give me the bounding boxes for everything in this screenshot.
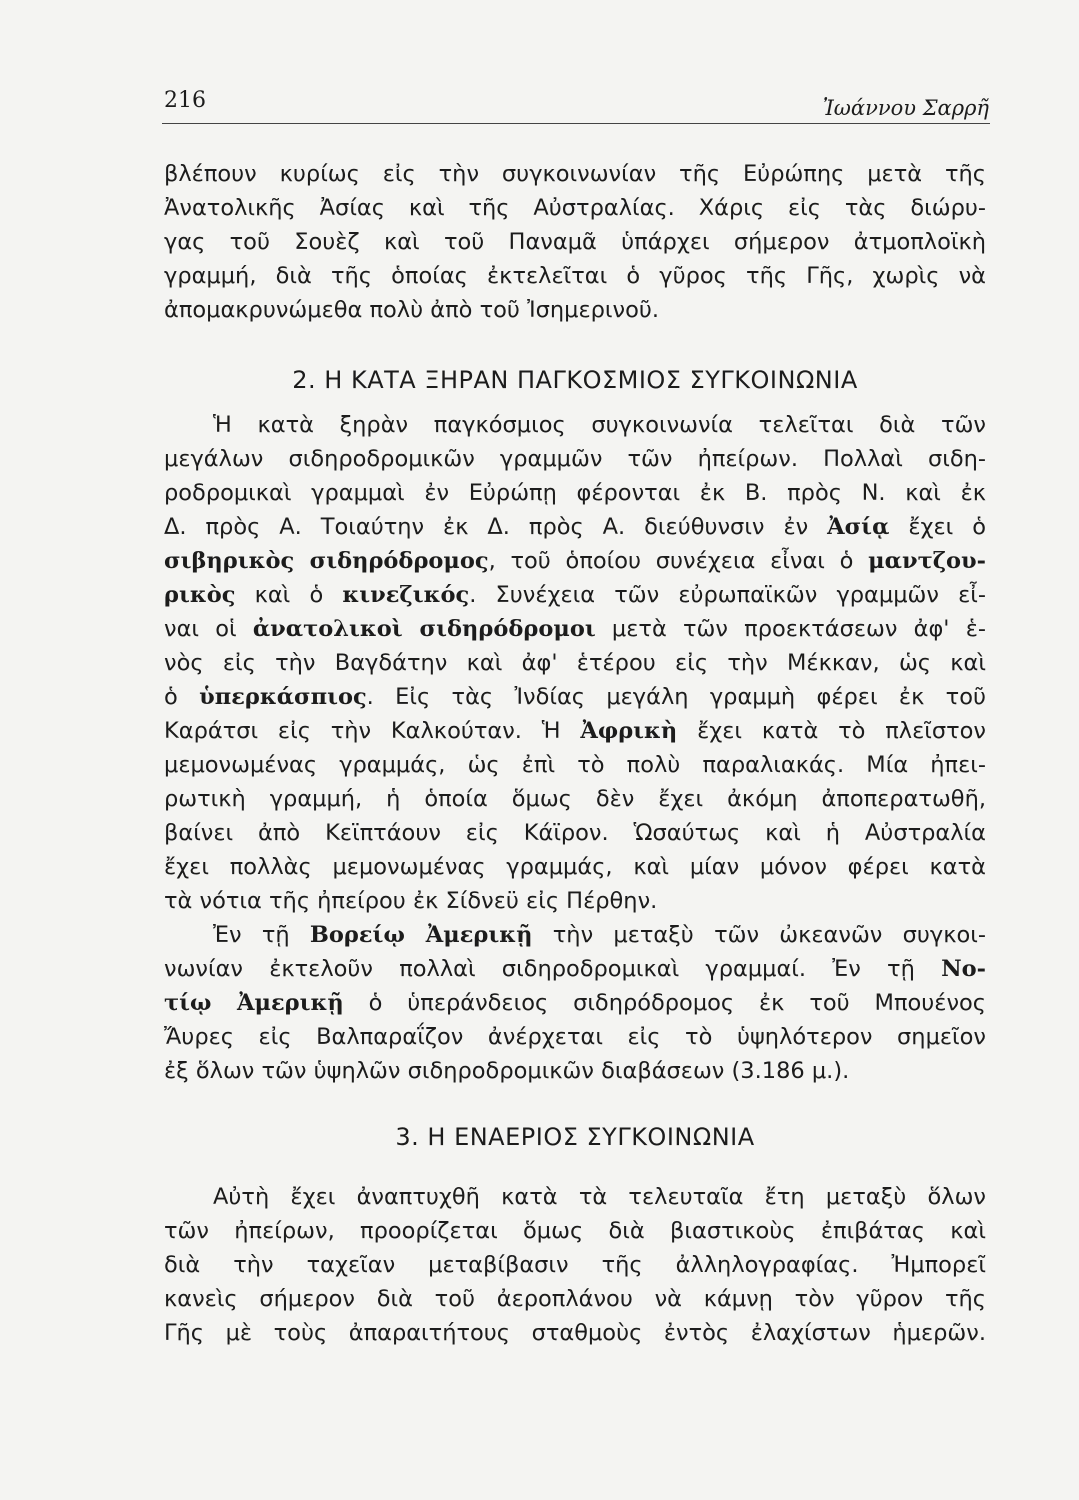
- text-line: Καράτσι εἰς τὴν Καλκούταν. Ἡ Ἀφρικὴ ἔχει κατὰ τὸ πλεῖστον: [164, 718, 986, 744]
- section-2-heading: 2. Η ΚΑΤΑ ΞΗΡΑΝ ΠΑΓΚΟΣΜΙΟΣ ΣΥΓΚΟΙΝΩΝΙΑ: [292, 366, 858, 394]
- running-head: Ἰωάννου Σαρρῆ: [822, 96, 989, 120]
- emphasis-transcaspian: ὑπερκάσπιος: [199, 684, 367, 710]
- text-line: Ἄυρες εἰς Βαλπαραΐζον ἀνέρχεται εἰς τὸ ὑψηλότερον σημεῖον: [164, 1024, 986, 1050]
- text-line: κανεὶς σήμερον διὰ τοῦ ἀεροπλάνου νὰ κάμνῃ τὸν γῦρον τῆς: [164, 1286, 986, 1312]
- text-line: Ἡ κατὰ ξηρὰν παγκόσμιος συγκοινωνία τελεῖται διὰ τῶν: [213, 412, 986, 438]
- text-line: σιβηρικὸς σιδηρόδρομος, τοῦ ὁποίου συνέχεια εἶναι ὁ μαντζου-: [164, 548, 986, 574]
- text-line: Αὐτὴ ἔχει ἀναπτυχθῆ κατὰ τὰ τελευταῖα ἔτη μεταξὺ ὅλων: [213, 1184, 986, 1210]
- page-number: 216: [164, 88, 206, 113]
- text-line: τὰ νότια τῆς ἠπείρου ἐκ Σίδνεϋ εἰς Πέρθην.: [164, 888, 658, 914]
- text-line: γραμμή, διὰ τῆς ὁποίας ἐκτελεῖται ὁ γῦρος τῆς Γῆς, χωρὶς νὰ: [164, 263, 986, 289]
- text-line: μεγάλων σιδηροδρομικῶν γραμμῶν τῶν ἠπείρων. Πολλαὶ σιδη-: [164, 446, 986, 472]
- text-line: μεμονωμένας γραμμάς, ὡς ἐπὶ τὸ πολὺ παραλιακάς. Μία ἠπει-: [164, 752, 986, 778]
- text-line: ρικὸς καὶ ὁ κινεζικός. Συνέχεια τῶν εὐρωπαϊκῶν γραμμῶν εἶ-: [164, 582, 986, 608]
- text-line: ρωτικὴ γραμμή, ἡ ὁποία ὅμως δὲν ἔχει ἀκόμη ἀποπερατωθῆ,: [164, 786, 986, 812]
- emphasis-south-america-end: τίῳ Ἀμερικῇ: [164, 990, 344, 1016]
- emphasis-africa: Ἀφρικὴ: [580, 718, 678, 744]
- emphasis-siberian-railway: σιβηρικὸς σιδηρόδρομος: [164, 548, 489, 574]
- text-line: νωνίαν ἐκτελοῦν πολλαὶ σιδηροδρομικαὶ γραμμαί. Ἐν τῇ Νο-: [164, 956, 986, 982]
- text-line: ἀπομακρυνώμεθα πολὺ ἀπὸ τοῦ Ἰσημερινοῦ.: [164, 297, 660, 323]
- emphasis-manchurian: μαντζου-: [868, 548, 986, 574]
- text-line: ἐξ ὅλων τῶν ὑψηλῶν σιδηροδρομικῶν διαβάσεων (3.186 μ.).: [164, 1058, 850, 1084]
- text-line: βλέπουν κυρίως εἰς τὴν συγκοινωνίαν τῆς Εὐρώπης μετὰ τῆς: [164, 161, 986, 187]
- text-line: βαίνει ἀπὸ Κεϊπτάουν εἰς Κάϊρον. Ὡσαύτως καὶ ἡ Αὐστραλία: [164, 820, 986, 846]
- text-line: τῶν ἠπείρων, προορίζεται ὅμως διὰ βιαστικοὺς ἐπιβάτας καὶ: [164, 1218, 986, 1244]
- section-3-heading: 3. Η ΕΝΑΕΡΙΟΣ ΣΥΓΚΟΙΝΩΝΙΑ: [395, 1123, 755, 1151]
- emphasis-manchurian-end: ρικὸς: [164, 582, 236, 608]
- emphasis-chinese: κινεζικός: [342, 582, 470, 608]
- text-line: ναι οἱ ἀνατολικοὶ σιδηρόδρομοι μετὰ τῶν προεκτάσεων ἀφ' ἑ-: [164, 616, 986, 642]
- text-line: Δ. πρὸς Α. Τοιαύτην ἐκ Δ. πρὸς Α. διεύθυνσιν ἐν Ἀσίᾳ ἔχει ὁ: [164, 514, 986, 540]
- text-line: Γῆς μὲ τοὺς ἀπαραιτήτους σταθμοὺς ἐντὸς ἐλαχίστων ἡμερῶν.: [164, 1320, 986, 1346]
- text-line: γας τοῦ Σουὲζ καὶ τοῦ Παναμᾶ ὑπάρχει σήμερον ἀτμοπλοϊκὴ: [164, 229, 986, 255]
- text-line: ἔχει πολλὰς μεμονωμένας γραμμάς, καὶ μίαν μόνον φέρει κατὰ: [164, 854, 986, 880]
- text-line: ροδρομικαὶ γραμμαὶ ἐν Εὐρώπῃ φέρονται ἐκ Β. πρὸς Ν. καὶ ἐκ: [164, 480, 986, 506]
- text-line: διὰ τὴν ταχεῖαν μεταβίβασιν τῆς ἀλληλογραφίας. Ἠμπορεῖ: [164, 1252, 986, 1278]
- emphasis-south-america: Νο-: [941, 956, 986, 982]
- text-line: νὸς εἰς τὴν Βαγδάτην καὶ ἀφ' ἑτέρου εἰς τὴν Μέκκαν, ὡς καὶ: [164, 650, 986, 676]
- emphasis-asia: Ἀσίᾳ: [827, 514, 890, 540]
- emphasis-eastern-railways: ἀνατολικοὶ σιδηρόδρομοι: [252, 616, 596, 642]
- text-line: Ἐν τῇ Βορείῳ Ἀμερικῇ τὴν μεταξὺ τῶν ὠκεανῶν συγκοι-: [213, 922, 986, 948]
- text-line: τίῳ Ἀμερικῇ ὁ ὑπεράνδειος σιδηρόδρομος ἐκ τοῦ Μπουένος: [164, 990, 986, 1016]
- emphasis-north-america: Βορείῳ Ἀμερικῇ: [309, 922, 533, 948]
- text-line: ὁ ὑπερκάσπιος. Εἰς τὰς Ἰνδίας μεγάλη γραμμὴ φέρει ἐκ τοῦ: [164, 684, 986, 710]
- text-line: Ἀνατολικῆς Ἀσίας καὶ τῆς Αὐστραλίας. Χάρις εἰς τὰς διώρυ-: [164, 195, 986, 221]
- header-rule: [162, 123, 990, 124]
